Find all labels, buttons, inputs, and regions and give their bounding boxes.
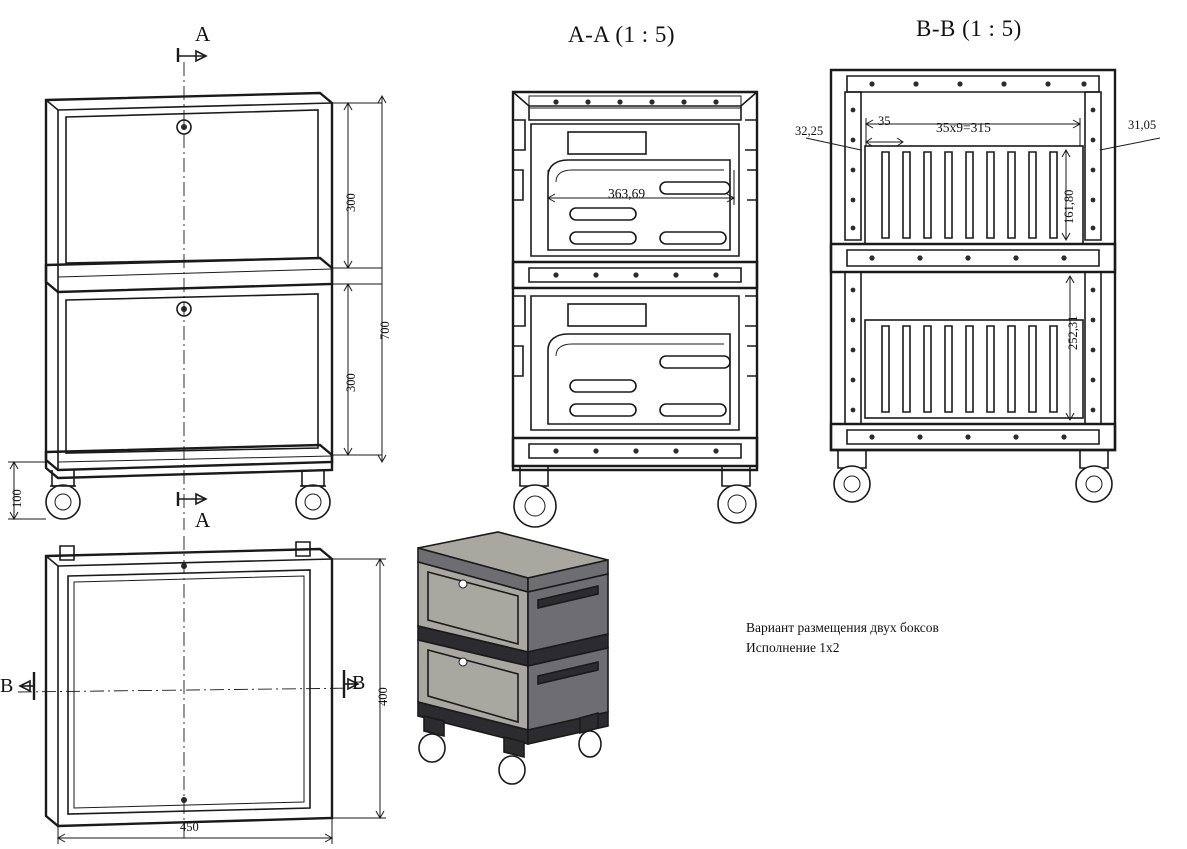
section-bb-title: B-B (1 : 5): [916, 16, 1022, 41]
dim-slot-pitch: 35x9=315: [936, 120, 991, 135]
dim-right-offset: 31,05: [1128, 118, 1157, 132]
dim-width: 450: [180, 820, 199, 834]
dim-caster-height: 100: [10, 489, 24, 508]
dim-lower-slot-height: 252,31: [1066, 315, 1080, 350]
annotation-line-1: Вариант размещения двух боксов: [746, 620, 939, 635]
section-aa: [513, 92, 757, 527]
dim-upper-box-height: 300: [344, 193, 358, 212]
top-view: [18, 536, 386, 844]
annotation-line-2: Исполнение 1х2: [746, 640, 840, 655]
dim-inner-width: 363,69: [608, 186, 646, 201]
dim-depth: 400: [376, 687, 390, 706]
dim-total-height: 700: [378, 321, 392, 340]
section-aa-title: A-A (1 : 5): [568, 22, 676, 47]
dim-lower-box-height: 300: [344, 373, 358, 392]
dim-slot-step: 35: [878, 114, 891, 128]
dim-upper-slot-height: 161,80: [1062, 189, 1076, 224]
dim-left-offset: 32,25: [795, 124, 824, 138]
section-mark-b-right: B: [352, 672, 366, 694]
section-mark-b-left: B: [0, 675, 14, 697]
section-mark-a-bottom: A: [195, 508, 211, 532]
isometric-view: [418, 532, 608, 784]
section-mark-a-top: A: [195, 22, 211, 46]
front-view: [8, 48, 386, 530]
